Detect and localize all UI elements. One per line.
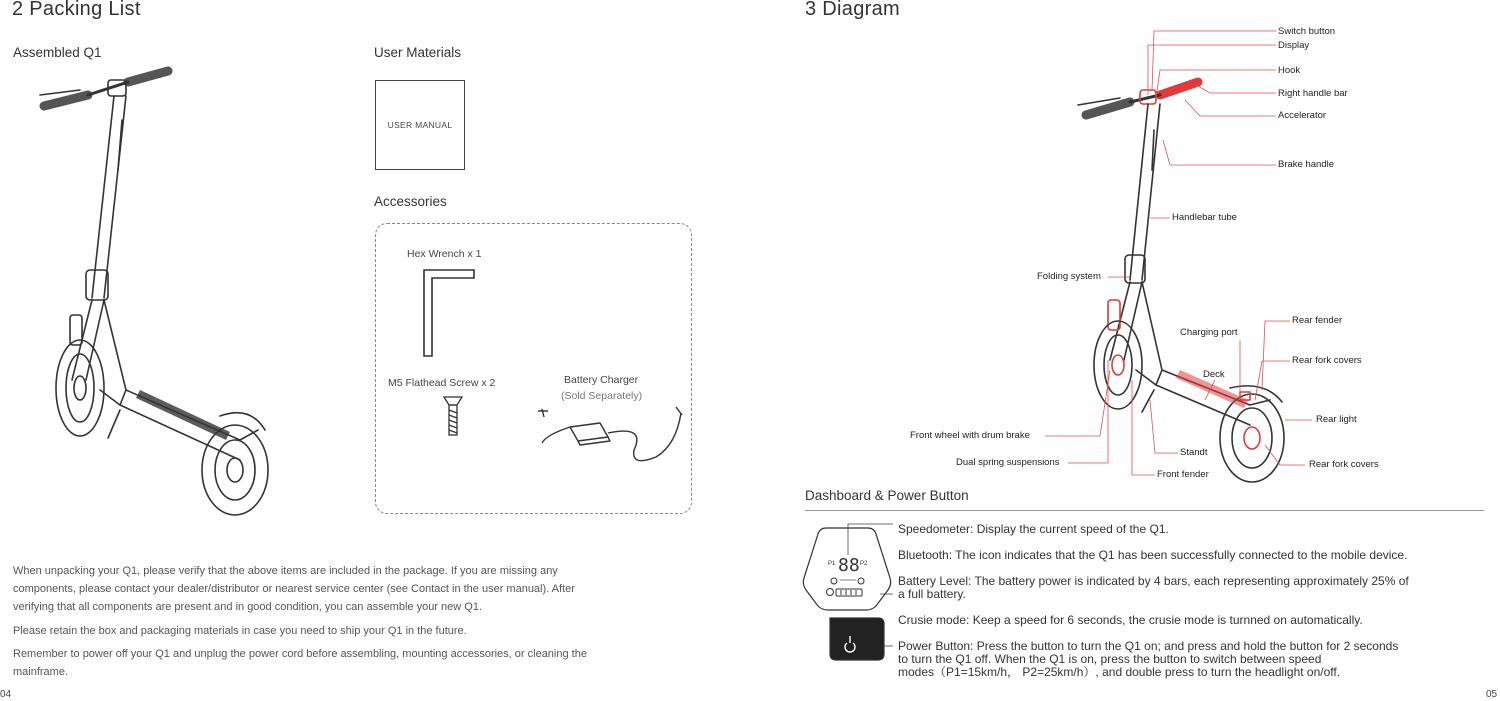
- label-right-handle-bar: Right handle bar: [1278, 88, 1348, 99]
- label-folding-system: Folding system: [1037, 271, 1101, 282]
- label-hook: Hook: [1278, 65, 1301, 76]
- label-rear-fender: Rear fender: [1292, 315, 1343, 326]
- hex-wrench-label: Hex Wrench x 1: [407, 248, 482, 260]
- page-number-left: 04: [0, 689, 12, 700]
- user-materials-label: User Materials: [374, 45, 462, 60]
- label-display: Display: [1278, 40, 1310, 51]
- label-rear-fork-covers-1: Rear fork covers: [1292, 355, 1362, 366]
- packing-list-title: 2 Packing List: [12, 0, 141, 20]
- label-dual-spring: Dual spring suspensions: [956, 457, 1060, 468]
- power-text-line2: to turn the Q1 off. When the Q1 is on, press the button to switch between speed: [898, 652, 1322, 666]
- speed-digits: 88: [838, 555, 860, 576]
- dashboard-title: Dashboard & Power Button: [805, 488, 969, 503]
- label-handlebar-tube: Handlebar tube: [1172, 212, 1237, 223]
- cruise-text: Crusie mode: Keep a speed for 6 seconds, the crusie mode is turnned on automatically.: [898, 613, 1363, 627]
- accessories-label: Accessories: [374, 194, 447, 209]
- paragraph-line: Please retain the box and packaging materials in case you need to ship your Q1 in the future.: [13, 625, 467, 637]
- screw-label: M5 Flathead Screw x 2: [388, 377, 496, 389]
- label-accelerator: Accelerator: [1278, 110, 1327, 121]
- power-text-line1: Power Button: Press the button to turn the Q1 on; and press and hold the button for 2 seconds: [898, 639, 1399, 653]
- paragraph-line: components, please contact your dealer/distributor or nearest service center (see Contact in the user manual). After: [13, 583, 575, 595]
- label-standt: Standt: [1180, 447, 1208, 458]
- label-rear-light: Rear light: [1316, 414, 1357, 425]
- diagram-title: 3 Diagram: [805, 0, 900, 20]
- label-deck: Deck: [1203, 369, 1225, 380]
- page-number-right: 05: [1486, 689, 1498, 700]
- p1-indicator: P1: [828, 561, 836, 567]
- user-manual-text: USER MANUAL: [387, 120, 453, 130]
- label-brake-handle: Brake handle: [1278, 159, 1334, 170]
- label-rear-fork-covers-2: Rear fork covers: [1309, 459, 1379, 470]
- paragraph-line: mainframe.: [13, 666, 69, 678]
- speedometer-text: Speedometer: Display the current speed of the Q1.: [898, 522, 1169, 536]
- label-front-fender: Front fender: [1157, 469, 1209, 480]
- battery-text-line2: a full battery.: [898, 587, 966, 601]
- label-switch-button: Switch button: [1278, 26, 1336, 37]
- label-charging-port: Charging port: [1180, 327, 1238, 338]
- label-front-wheel: Front wheel with drum brake: [910, 430, 1030, 441]
- assembled-label: Assembled Q1: [13, 45, 102, 60]
- paragraph-line: Remember to power off your Q1 and unplug the power cord before assembling, mounting accessories, or cleaning the: [13, 648, 587, 660]
- bluetooth-text: Bluetooth: The icon indicates that the Q1 has been successfully connected to the mobile device.: [898, 548, 1408, 562]
- charger-label: Battery Charger: [564, 374, 639, 386]
- paragraph-line: verifying that all components are present and in good condition, you can assemble your new Q1.: [13, 601, 482, 613]
- paragraph-line: When unpacking your Q1, please verify that the above items are included in the package. If you are missing any: [13, 565, 558, 577]
- p2-indicator: P2: [860, 561, 868, 567]
- battery-text-line1: Battery Level: The battery power is indicated by 4 bars, each representing approximately 25% of: [898, 574, 1409, 588]
- power-text-line3: modes（P1=15km/h， P2=25km/h）, and double press to turn the headlight on/off.: [898, 665, 1341, 679]
- charger-note: (Sold Separately): [561, 390, 643, 402]
